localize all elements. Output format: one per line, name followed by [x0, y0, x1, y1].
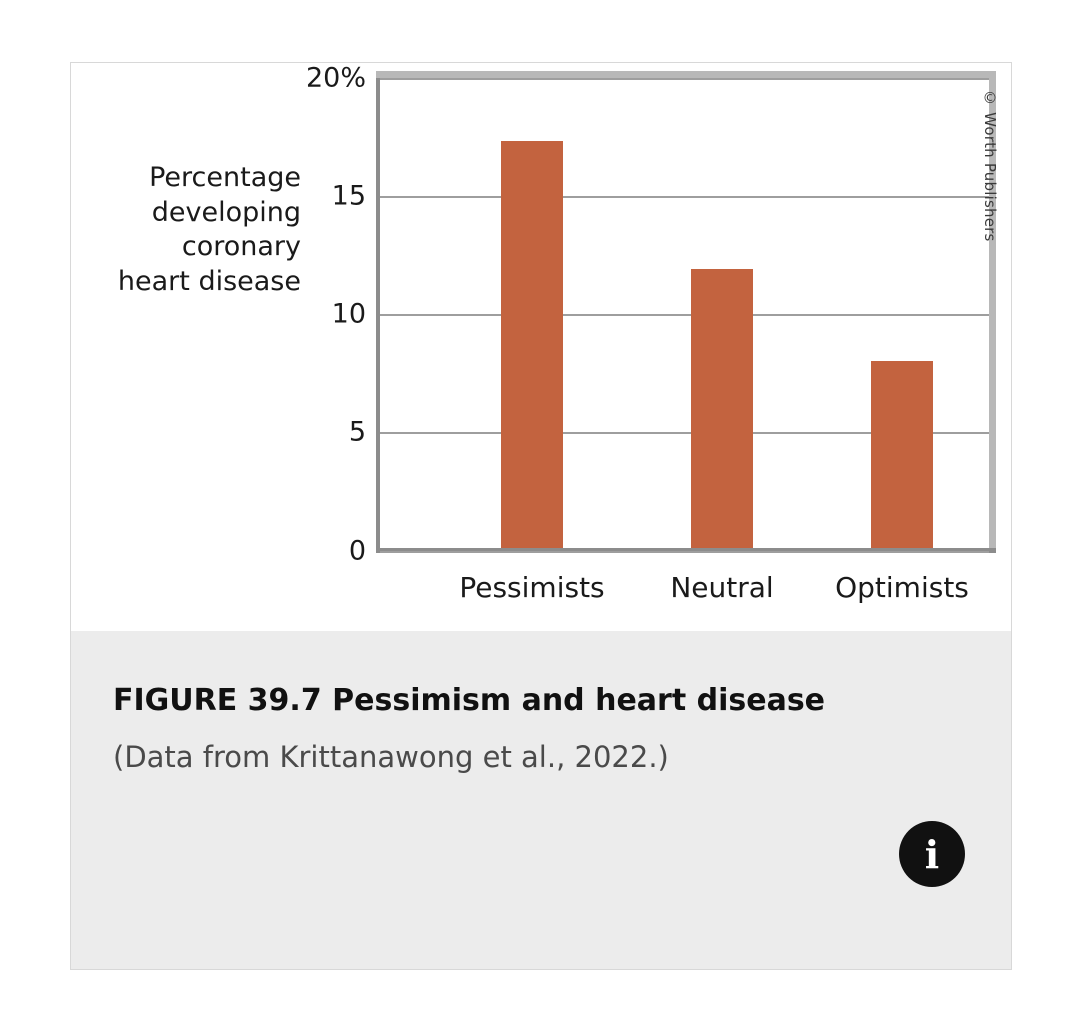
ytick-label-10: 10 [331, 298, 366, 330]
xtick-label-neutral: Neutral [670, 571, 774, 604]
bar-neutral [691, 269, 753, 548]
info-icon[interactable]: i [899, 821, 965, 887]
ytick-label-0: 0 [348, 535, 366, 567]
ytick-label-15: 15 [331, 180, 366, 212]
plot-inner [305, 62, 989, 567]
chart-area [71, 63, 1011, 631]
y-axis-label [71, 161, 301, 299]
xtick-label-optimists: Optimists [835, 571, 969, 604]
figure-caption-source: (Data from Krittanawong et al., 2022.) [113, 740, 669, 774]
bar-pessimists [501, 141, 563, 548]
figure-card [70, 62, 1012, 970]
bar-optimists [871, 361, 933, 548]
gridline-10 [331, 298, 989, 330]
plot-area [305, 62, 996, 604]
copyright-notice: © Worth Publishers [981, 89, 999, 242]
gridline-20 [305, 62, 989, 94]
y-axis-label-line-2: developing [151, 196, 301, 228]
y-axis-label-line-4: heart disease [117, 265, 301, 297]
xtick-label-pessimists: Pessimists [459, 571, 605, 604]
figure-caption-title: FIGURE 39.7 Pessimism and heart disease [113, 683, 826, 718]
gridline-0 [348, 535, 989, 567]
y-axis-label-line-1: Percentage [149, 162, 301, 193]
gridline-15 [331, 180, 989, 212]
ytick-label-20: 20% [305, 62, 366, 94]
y-axis-label-line-3: coronary [181, 231, 301, 263]
caption-panel [71, 631, 1011, 969]
ytick-label-5: 5 [348, 416, 366, 448]
